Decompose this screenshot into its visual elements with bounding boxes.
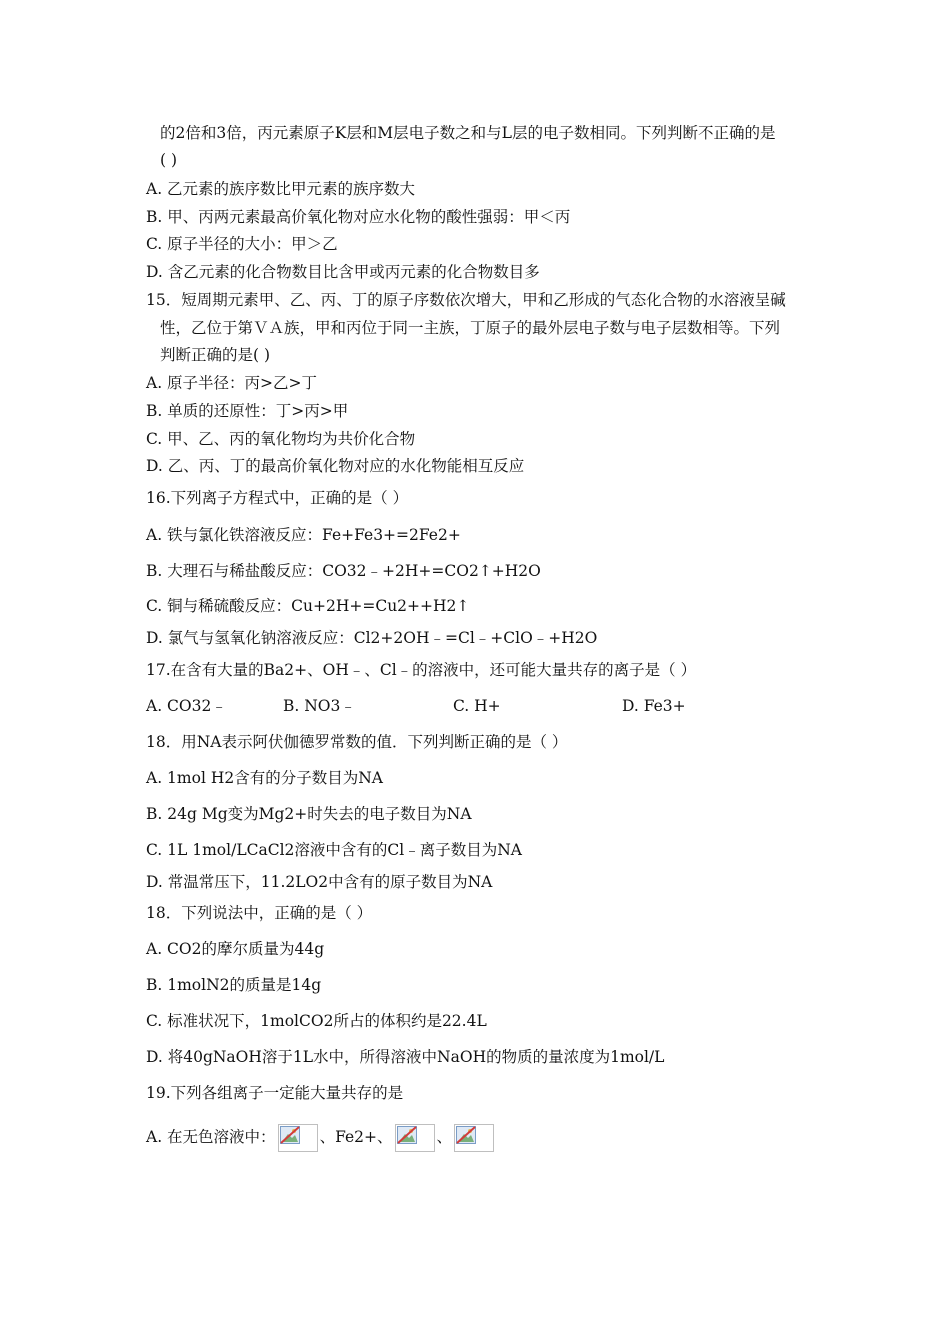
q14-stem-continuation: 的2倍和3倍，丙元素原子K层和M层电子数之和与L层的电子数相同。下列判断不正确的是 — [160, 124, 776, 142]
q19-stem: 19.下列各组离子一定能大量共存的是 — [146, 1084, 404, 1102]
q18b-option-d: D. 将40gNaOH溶于1L水中，所得溶液中NaOH的物质的量浓度为1mol/L — [146, 1048, 665, 1066]
broken-image-icon — [454, 1124, 494, 1152]
q16-stem: 16.下列离子方程式中，正确的是（ ） — [146, 489, 409, 507]
q18a-option-b: B. 24g Mg变为Mg2+时失去的电子数目为NA — [146, 805, 472, 823]
q17-option-b: B. NO3﹣ — [283, 697, 356, 715]
q15-option-c: C. 甲、乙、丙的氧化物均为共价化合物 — [146, 430, 416, 448]
q15-stem-line-1: 15．短周期元素甲、乙、丙、丁的原子序数依次增大，甲和乙形成的气态化合物的水溶液呈碱 — [146, 291, 786, 309]
q15-stem-line-3: 判断正确的是( ) — [160, 346, 271, 364]
q19-separator-2: 、 — [436, 1128, 453, 1146]
q16-option-a: A. 铁与氯化铁溶液反应：Fe+Fe3+=2Fe2+ — [146, 526, 461, 544]
q18a-option-c: C. 1L 1mol/LCaCl2溶液中含有的Cl﹣离子数目为NA — [146, 841, 522, 859]
q14-option-a: A. 乙元素的族序数比甲元素的族序数大 — [146, 180, 416, 198]
broken-image-icon — [278, 1124, 318, 1152]
q14-answer-bracket: ( ) — [160, 151, 178, 169]
q15-option-d: D. 乙、丙、丁的最高价氧化物对应的水化物能相互反应 — [146, 457, 525, 475]
q17-option-a: A. CO32﹣ — [146, 697, 227, 715]
q17-options-row — [146, 696, 866, 716]
q19-option-a — [146, 1122, 496, 1152]
q17-stem: 17.在含有大量的Ba2+、OH﹣、Cl﹣的溶液中，还可能大量共存的离子是（ ） — [146, 661, 697, 679]
q17-option-d: D. Fe3+ — [622, 697, 686, 715]
q14-option-b: B. 甲、丙两元素最高价氧化物对应水化物的酸性强弱：甲＜丙 — [146, 208, 571, 226]
q15-stem-line-2: 性，乙位于第ＶＡ族，甲和丙位于同一主族，丁原子的最外层电子数与电子层数相等。下列 — [160, 319, 781, 337]
q18b-option-a: A. CO2的摩尔质量为44g — [146, 940, 325, 958]
q16-option-c: C. 铜与稀硫酸反应：Cu+2H+=Cu2++H2↑ — [146, 597, 470, 615]
q19-option-a-prefix: A. 在无色溶液中： — [146, 1128, 276, 1146]
q18b-option-b: B. 1molN2的质量是14g — [146, 976, 322, 994]
q14-option-c: C. 原子半径的大小：甲＞乙 — [146, 235, 338, 253]
q16-option-b: B. 大理石与稀盐酸反应：CO32﹣+2H+=CO2↑+H2O — [146, 562, 541, 580]
q16-option-d: D. 氯气与氢氧化钠溶液反应：Cl2+2OH﹣=Cl﹣+ClO﹣+H2O — [146, 629, 598, 647]
q15-option-a: A. 原子半径：丙>乙>丁 — [146, 374, 318, 392]
q18b-option-c: C. 标准状况下，1molCO2所占的体积约是22.4L — [146, 1012, 487, 1030]
q18a-option-a: A. 1mol H2含有的分子数目为NA — [146, 769, 383, 787]
q17-option-c: C. H+ — [453, 697, 501, 715]
q15-option-b: B. 单质的还原性：丁>丙>甲 — [146, 402, 349, 420]
q19-separator-1: 、Fe2+、 — [319, 1128, 393, 1146]
q18b-stem: 18．下列说法中，正确的是（ ） — [146, 904, 373, 922]
broken-image-icon — [395, 1124, 435, 1152]
q14-option-d: D. 含乙元素的化合物数目比含甲或丙元素的化合物数目多 — [146, 263, 540, 281]
q18a-option-d: D. 常温常压下，11.2LO2中含有的原子数目为NA — [146, 873, 493, 891]
q18a-stem: 18．用NA表示阿伏伽德罗常数的值．下列判断正确的是（ ） — [146, 733, 568, 751]
